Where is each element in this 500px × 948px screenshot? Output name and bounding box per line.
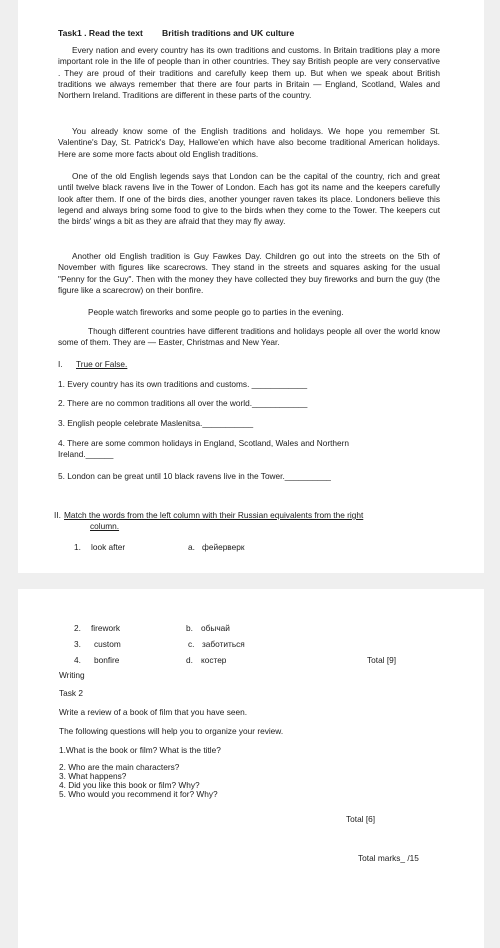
paragraph-5: People watch fireworks and some people go to parties in the evening. [88,307,344,317]
paragraph-3: One of the old English legends says that London can be the capital of the country, rich and great until twelve black ravens live in the Tower of London. Each has got its name and the keepers carefully look after them. If one of the birds dies, another younger raven takes its place. Londoners believe this legend and always bring some food to give to the birds when they come to the Tower. The keepers cut the birds' wings a bit as they are afraid that they may fly away. [58,171,440,227]
true-false-item-4-cont: Ireland.______ [58,449,114,459]
worksheet-page-1 [18,0,484,573]
paragraph-4: Another old English tradition is Guy Fawkes Day. Children go out into the streets on the 5th of November with figures like scarecrows. They stand in the streets and squares asking for the usual "Penny for the Guy". Then with the money they have collected they buy fireworks and burn the guy (the figure like a scarecrow) on their bonfire. [58,251,440,295]
section-2-title-cont: column. [90,521,120,531]
task1-label: Task1 . Read the text [58,28,143,38]
paragraph-2: You already know some of the English traditions and holidays. We hope you remember St. Valentine's Day, St. Patrick's Day, Hallowe'en which have also become traditional American holidays. Here are some more facts about old English traditions. [58,126,440,159]
true-false-item-1: 1. Every country has its own traditions and customs. ____________ [58,379,308,389]
match-letter-c: c. [188,639,195,649]
match-number-1: 1. [74,542,81,552]
question-3: 3. What happens? [59,771,127,781]
match-translation-d: костер [201,655,227,665]
worksheet-page-2 [18,589,484,948]
section-1-title: True or False. [76,359,128,369]
true-false-item-2: 2. There are no common traditions all over the world.____________ [58,398,308,408]
match-number-4: 4. [74,655,81,665]
match-word-3: custom [94,639,121,649]
match-letter-d: d. [186,655,193,665]
true-false-item-4: 4. There are some common holidays in England, Scotland, Wales and Northern [58,438,350,448]
match-letter-a: a. [188,542,195,552]
question-2: 2. Who are the main characters? [59,762,180,772]
writing-heading: Writing [59,670,85,680]
match-word-1: look after [91,542,126,552]
task2-label: Task 2 [59,688,83,698]
section-1-numeral: I. [58,359,63,369]
question-1: 1.What is the book or film? What is the title? [59,745,221,755]
section-2-title: Match the words from the left column with their Russian equivalents from the right [64,510,364,520]
match-letter-b: b. [186,623,193,633]
match-translation-c: заботиться [202,639,245,649]
match-translation-b: обычай [201,623,230,633]
section-2-numeral: II. [54,510,61,520]
true-false-item-3: 3. English people celebrate Maslenitsa.___________ [58,418,254,428]
question-5: 5. Who would you recommend it for? Why? [59,789,218,799]
match-word-4: bonfire [94,655,120,665]
match-number-3: 3. [74,639,81,649]
writing-help-text: The following questions will help you to organize your review. [59,726,284,736]
writing-total: Total [6] [346,814,376,824]
section-2-total: Total [9] [367,655,397,665]
total-marks: Total marks_ /15 [358,853,419,863]
text-title: British traditions and UK culture [162,28,295,38]
paragraph-1: Every nation and every country has its own traditions and customs. In Britain traditions play a more important role in the life of people than in other countries. They say British people are very conservative . They are proud of their traditions and carefully keep them up. But when we speak about British traditions we always remember that there are four parts in Britain — England, Scotland, Wales and Northern Ireland. Traditions are different in these parts of the country. [58,45,440,101]
match-translation-a: фейерверк [202,542,245,552]
true-false-item-5: 5. London can be great until 10 black ravens live in the Tower.__________ [58,471,331,481]
paragraph-6: Though different countries have different traditions and holidays people all over the world know some of them. They are — Easter, Christmas and New Year. [58,326,440,348]
question-4: 4. Did you like this book or film? Why? [59,780,200,790]
match-number-2: 2. [74,623,81,633]
writing-instruction: Write a review of a book of film that you have seen. [59,707,248,717]
match-word-2: firework [91,623,121,633]
